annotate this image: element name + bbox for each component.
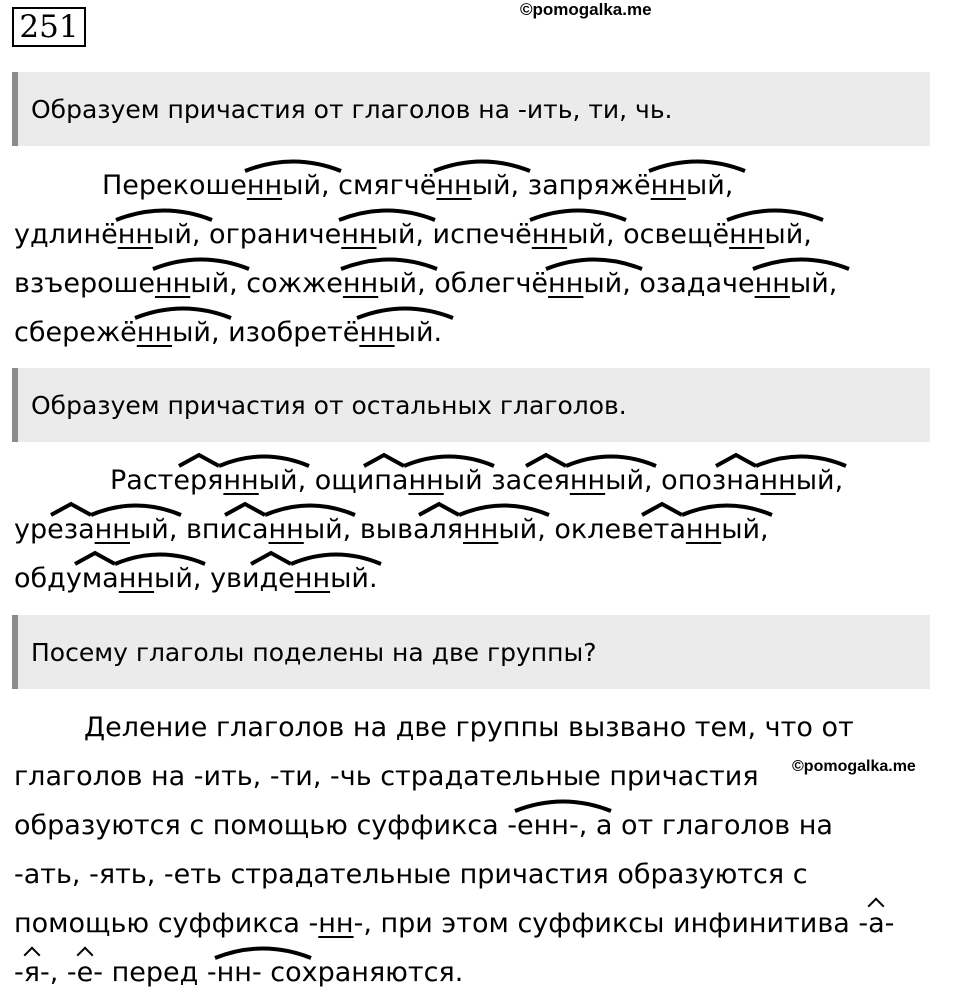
participle-text: ый, смягчё [282, 170, 437, 201]
task-heading-1-text: Образуем причастия от глаголов на -ить, ти, чь. [31, 94, 673, 124]
participle-text: ый, освещё [567, 219, 730, 250]
participle-text: сбережё [14, 317, 137, 348]
participle-text: ый, сожже [190, 268, 343, 299]
participle-text: ый засея [443, 465, 570, 496]
participle-line [14, 317, 442, 348]
participle-line [14, 514, 769, 545]
watermark: ©pomogalka.me [792, 758, 916, 775]
suffix-nn: нн [247, 170, 282, 201]
participle-line [14, 563, 378, 594]
participle-line [102, 170, 733, 201]
participle-text: ый, оклевета [498, 514, 686, 545]
suffix-nn: нн [118, 219, 153, 250]
participle-line [110, 465, 843, 496]
exercise-number: 251 [12, 7, 86, 47]
task-heading-1 [12, 72, 930, 146]
suffix-nn: нн [436, 170, 471, 201]
participle-text: ый. [330, 563, 378, 594]
participle-text: ый, запряжё [471, 170, 651, 201]
answer-line: образуются с помощью суффикса - енн-, а от глаголов на [14, 810, 833, 841]
task-heading-2 [12, 368, 930, 442]
participle-text: Перекоше [102, 170, 247, 201]
participle-text: ый, изобретё [172, 317, 360, 348]
answer-line: -ать, -ять, -еть страдательные причастия образуются с [14, 859, 808, 890]
participle-text: обдума [14, 563, 119, 594]
task-heading-2-text: Образуем причастия от остальных глаголов. [31, 390, 627, 420]
answer-line: глаголов на -ить, -ти, -чь страдательные причастия [14, 761, 759, 792]
participle-text: ый, озадаче [583, 268, 755, 299]
suffix-nn: нн [408, 465, 443, 496]
suffix-a: а [868, 908, 885, 939]
suffix-nn: нн [318, 908, 354, 939]
participle-text: ый, [789, 268, 838, 299]
participle-line [14, 219, 812, 250]
participle-text: ый, ощипа [258, 465, 409, 496]
suffix-nn: нн [341, 219, 376, 250]
watermark: ©pomogalka.me [520, 0, 652, 19]
participle-text: Растеря [110, 465, 224, 496]
suffix-e: е [76, 957, 94, 988]
participle-text: уреза [14, 514, 95, 545]
suffix-nn: нн [686, 514, 721, 545]
suffix-nn: нн [95, 514, 130, 545]
participle-text: ый, вываля [303, 514, 464, 545]
participle-text: ый, вписа [129, 514, 269, 545]
participle-text: ый, [685, 170, 734, 201]
answer-line: -я-, -е- перед - нн- сохраняются. [14, 957, 463, 988]
suffix-nn: нн [548, 268, 583, 299]
suffix-nn: нн [651, 170, 686, 201]
task-heading-3-text: Посему глаголы поделены на две группы? [31, 637, 597, 667]
suffix-nn: нн [755, 268, 790, 299]
participle-text: ый, увиде [154, 563, 295, 594]
suffix-nn: нн [343, 268, 378, 299]
participle-text: ый, ограниче [153, 219, 342, 250]
suffix-nn: нн [155, 268, 190, 299]
participle-text: взъероше [14, 268, 155, 299]
participle-text: ый, опозна [605, 465, 761, 496]
participle-text: ый, испечё [376, 219, 532, 250]
participle-text: удлинё [14, 219, 118, 250]
suffix-nn: нн [223, 465, 258, 496]
answer-line: Деление глаголов на две группы вызвано тем, что от [84, 712, 854, 743]
suffix-nn: нн [295, 563, 330, 594]
suffix-nn: нн [463, 514, 498, 545]
answer-line: помощью суффикса -нн-, при этом суффиксы инфинитива -а- [14, 908, 895, 939]
participle-line [14, 268, 837, 299]
participle-text: ый, облегчё [378, 268, 549, 299]
suffix-nn: нн [137, 317, 172, 348]
participle-text: ый, [764, 219, 812, 250]
participle-text: ый, [795, 465, 844, 496]
suffix-nn: нн [359, 317, 394, 348]
suffix-nn: нн [760, 465, 795, 496]
suffix-enn: енн [517, 810, 569, 841]
suffix-nn: нн [570, 465, 605, 496]
suffix-nn: нн [217, 957, 252, 988]
participle-text: ый, [721, 514, 769, 545]
suffix-nn: нн [729, 219, 764, 250]
suffix-ya: я [23, 957, 40, 988]
suffix-nn: нн [269, 514, 304, 545]
participle-text: ый. [394, 317, 443, 348]
suffix-nn: нн [119, 563, 154, 594]
suffix-nn: нн [532, 219, 567, 250]
task-heading-3 [12, 615, 930, 689]
